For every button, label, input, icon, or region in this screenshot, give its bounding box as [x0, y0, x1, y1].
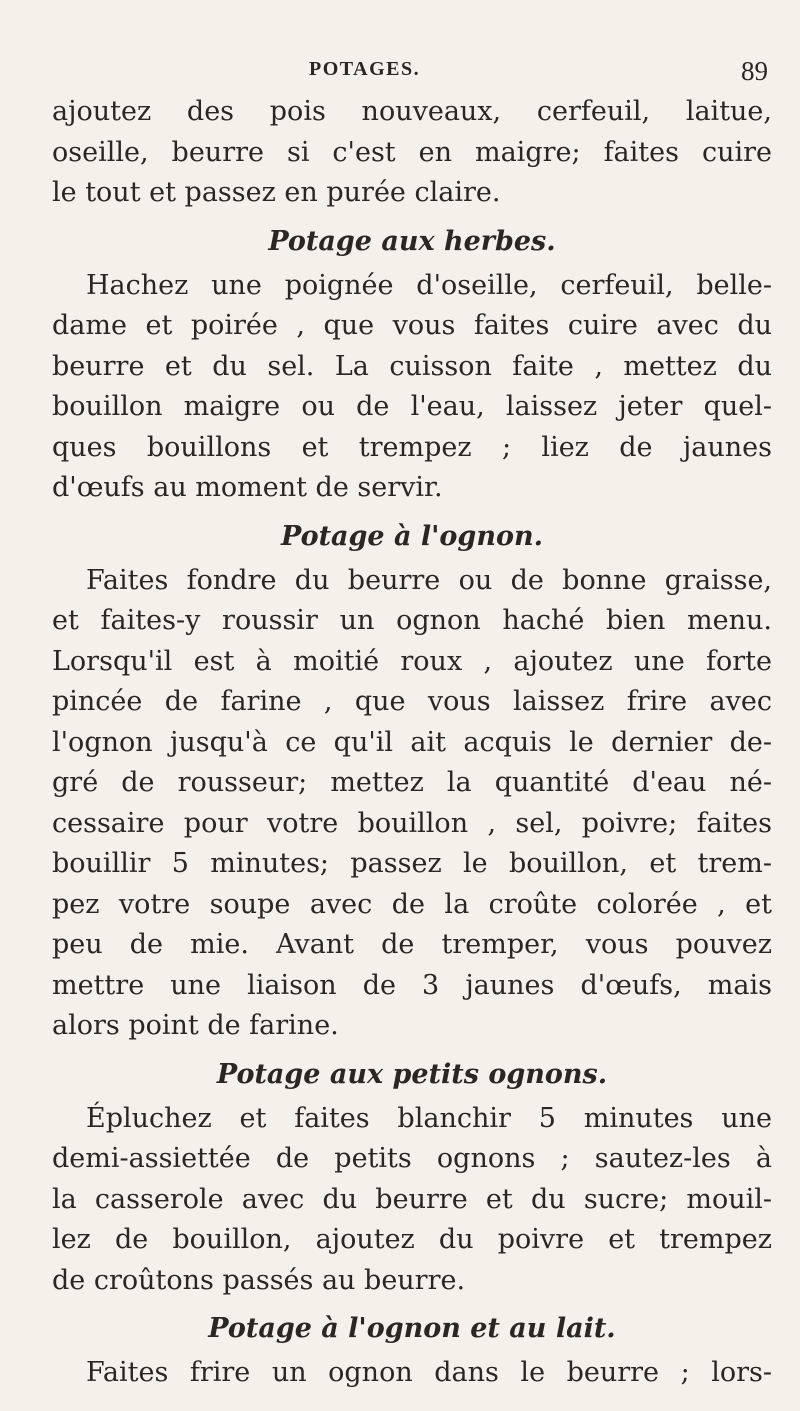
text-line: la casserole avec du beurre et du sucre; mouil- — [52, 1183, 772, 1215]
text-line: de croûtons passés au beurre. — [52, 1264, 466, 1296]
paragraph-potage-a-l-ognon — [52, 561, 772, 1047]
section-heading: Potage aux petits ognons. — [216, 1058, 608, 1090]
text-line: cessaire pour votre bouillon , sel, poivre; faites — [52, 807, 772, 839]
page-number: 89 — [741, 56, 768, 86]
text-line: Épluchez et faites blanchir 5 minutes une — [86, 1102, 772, 1134]
text-line: gré de rousseur; mettez la quantité d'eau né- — [52, 767, 772, 798]
text-line: mettre une liaison de 3 jaunes d'œufs, mais — [52, 969, 772, 1001]
text-line: bouillon maigre ou de l'eau, laissez jeter quel- — [52, 391, 772, 422]
text-line: d'œufs au moment de servir. — [52, 472, 443, 503]
text-line: lez de bouillon, ajoutez du poivre et trempez — [52, 1224, 772, 1255]
running-title: POTAGES. — [309, 58, 421, 80]
text-line: l'ognon jusqu'à ce qu'il ait acquis le dernier de- — [52, 726, 772, 758]
text-line: Lorsqu'il est à moitié roux , ajoutez une forte — [52, 645, 772, 677]
text-line: ajoutez des pois nouveaux, cerfeuil, laitue, — [52, 96, 772, 127]
paragraph-continuation — [52, 92, 772, 214]
section-heading: Potage à l'ognon. — [281, 520, 543, 552]
text-line: et faites-y roussir un ognon haché bien menu. — [52, 605, 772, 636]
section-heading: Potage à l'ognon et au lait. — [208, 1313, 616, 1344]
text-line: peu de mie. Avant de tremper, vous pouvez — [52, 929, 772, 960]
text-line: pez votre soupe avec de la croûte colorée , et — [52, 888, 772, 920]
text-line: Faites frire un ognon dans le beurre ; lors- — [86, 1357, 772, 1388]
paragraph-potage-aux-herbes — [52, 266, 772, 509]
text-line: Faites fondre du beurre ou de bonne graisse, — [86, 564, 772, 596]
section-heading: Potage aux herbes. — [268, 225, 556, 257]
text-line: bouillir 5 minutes; passez le bouillon, et trem- — [52, 848, 772, 879]
text-line: le tout et passez en purée claire. — [52, 177, 501, 208]
running-head — [52, 58, 772, 92]
paragraph-potage-a-l-ognon-et-au-lait — [52, 1353, 772, 1394]
paragraph-potage-aux-petits-ognons — [52, 1099, 772, 1302]
text-line: Hachez une poignée d'oseille, cerfeuil, belle- — [86, 269, 772, 301]
text-line: dame et poirée , que vous faites cuire avec du — [52, 310, 772, 341]
text-line: demi-assiettée de petits ognons ; sautez-les à — [52, 1143, 772, 1174]
text-line: oseille, beurre si c'est en maigre; faites cuire — [52, 136, 772, 168]
text-line: alors point de farine. — [52, 1010, 339, 1041]
text-line: beurre et du sel. La cuisson faite , mettez du — [52, 350, 772, 382]
text-line: pincée de farine , que vous laissez frire avec — [52, 686, 772, 717]
text-line: ques bouillons et trempez ; liez de jaunes — [52, 431, 772, 463]
